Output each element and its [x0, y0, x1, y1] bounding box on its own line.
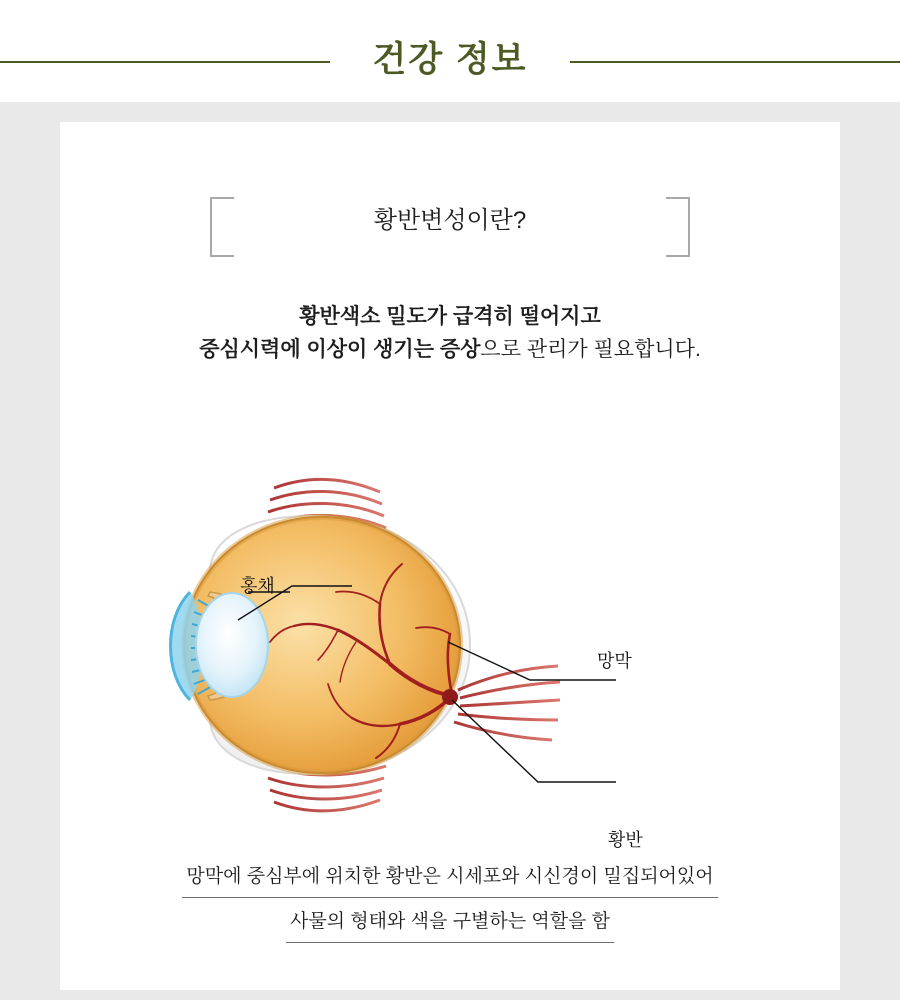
lead-bold-line-2: 중심시력에 이상이 생기는 증상 [199, 338, 481, 361]
caption-line-1: 망막에 중심부에 위치한 황반은 시세포와 시신경이 밀집되어있어 [182, 862, 717, 898]
section-heading-text: 황반변성이란? [373, 207, 527, 234]
lead-bold-line-1: 황반색소 밀도가 급격히 떨어지고 [299, 305, 601, 328]
section-heading [60, 204, 840, 238]
caption-line-2: 사물의 형태와 색을 구별하는 역할을 함 [286, 907, 614, 943]
leader-line-retina-path [448, 642, 616, 680]
optic-nerve-fibers [454, 666, 560, 740]
eye-anatomy-illustration [60, 442, 840, 862]
page-title: 건강 정보 [372, 40, 528, 79]
leader-line-macula-path [452, 700, 616, 782]
eye-anatomy-figure [60, 442, 840, 862]
lead-paragraph [60, 300, 840, 366]
caption-line-1-wrap [60, 862, 840, 907]
lead-tail-text: 으로 관리가 필요합니다. [480, 338, 701, 361]
lead-line-2 [60, 333, 840, 366]
content-card [60, 122, 840, 990]
caption-line-2-wrap [60, 907, 840, 943]
figure-label-retina: 망막 [597, 651, 632, 671]
figure-caption [60, 862, 840, 943]
figure-label-macula: 황반 [608, 830, 643, 850]
page-header [0, 0, 900, 102]
figure-label-iris: 홍채 [240, 576, 275, 596]
